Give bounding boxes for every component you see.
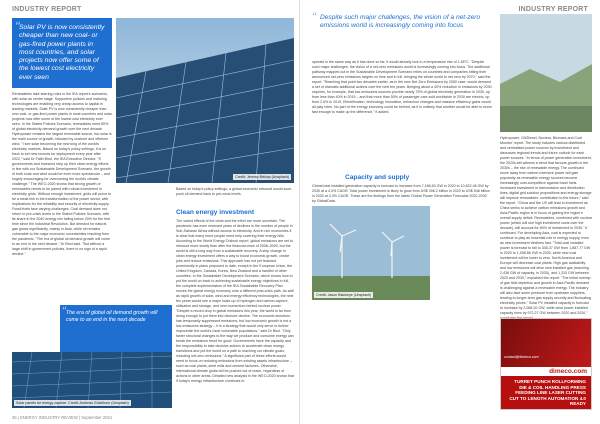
body-text: Renewables take starring roles in the IEA report's scenarios, with solar as centre stage. Supportive policies and maturing technologies are enabling very cheap access to capital in leading markets. Solar PV is now consistently cheaper than new coal- or gas-fired power plants in most countries and solar projects now offer some of the lowest cost electricity ever seen. In the Stated Policies Scenario, renewables meet 80% of global electricity demand growth over the next decade. Hydropower remains the largest renewable source, but solar is the main source of growth, followed by onshore and offshore wind. "I see solar becoming the new king of the world's electricity markets. Based on today's policy settings, it is on track to set new records for deployment every year after 2022," said Dr Fatih Birol, the IEA Executive Director. "If governments and investors step up their clean energy efforts in line with our Sustainable Development Scenario, the growth of both solar and wind would be even more spectacular – and hugely encouraging for overcoming the world's climate challenge." The WEO-2020 shows that strong growth of renewables needs to be paired with robust investment in electricity grids. Without enough investment, grids will prove to be a weak link in the transformation of the power sector, with implications for the reliability and security of electricity supply. Fossil fuels face varying challenges. Coal demand does not return to pre-crisis levels in the Stated Policies Scenario, with its share in the 2040 energy mix falling below 20% for the first time since the Industrial Revolution. But demand for natural gas grows significantly, mainly in Asia, while oil remains vulnerable to the major economic uncertainties resulting from the pandemic. "The era of global oil demand growth will come to an end in the next decade," Dr Birol said. "But without a large shift in government policies, there is no sign of a rapid decline." <box>12 92 112 256</box>
pull-quote-text: The era of global oil demand growth will come to an end in the next decade <box>66 310 158 323</box>
text-column-1 <box>312 60 492 170</box>
body-text: Global total installed generation capacity is forecast to increase from 7,186,60 GW in 2020 to 10,822.46 GW by 2030 at a 4.3% CAGR. Total power investment is likely to grow from US$ 396.2 billion in 2020 to US$ 546 billion in 2030 at 3.3% CAGR. These are the findings from the latest 'Global Power Generation Forecasts 2020-2030' by GlobalData. <box>312 184 490 203</box>
image-caption: Credit: Jeremy Bishop (Unsplash) <box>235 175 289 179</box>
pull-quote <box>312 10 482 56</box>
pull-quote-bottom <box>60 305 172 357</box>
body-text: Based on today's policy settings, a global economic rebound would soon push oil demand back to pre-crisis levels. <box>176 187 292 196</box>
body-text: Hydropower, Oil/Diesel, Nuclear, Biomass and Coal Monitor' report. The study includes various distributed and centralised power sources by investment and discusses regional trends and future outlook for each power sources. "In terms of power generation investment, the 2020s will witness a trend that favours growth in the 2030s – the rise of renewable energy. The continued move away from carbon-intensive power will gain popularity as renewable energy sources become increasingly cost-competitive against fossil fuels. Increased investment in transmission and distribution lines, digital grid solution propositions and energy storage will improve renewables' contribution to the future," said the report. "China and the US will lead in investment as China seeks to achieve carbon emissions growth and Asia-Pacific region is in focus of gaining the region's overall supply deficit. Renewables, combined with nuclear power (which will see high investment costs over the decade), will account for 80% of investment in 2030," it continued. For developing Asia, coal is expected to continue to play an essential role in energy supply, even as new investment declines fast. "Total coal installed power is forecast to fall to 308.37 GW from 1,887.77 GW in 2020 to 1,938.86 GW in 2030, while new coal investment will be lower to zero. North America and Europe will decrease coal plants. High gas availability and low emissions will drive new installed gas (reaching 2,438 GW of capacity, in 2030), and 1,315 GW between 2020 and 2030," explained the report. "The initial overlap of gas field depletion and growth in Asia-Pacific demand is challenging against a renewable energy. The industry will also face some pressure from upstream suppliers, leading to longer-term gas supply security and fluctuating electricity prices." Solar PV installed capacity is forecast to increase by 2,068.20 GW, while wind power installed capacity rises by 972.27 GW between 2020 and 2030," <box>500 136 592 315</box>
section-heading: Capacity and supply <box>345 174 410 181</box>
quote-icon: “ <box>312 10 316 24</box>
ad-brand[interactable]: dimeco.com <box>501 368 591 376</box>
solar-panel-photo <box>12 352 172 408</box>
dimeco-advertisement[interactable] <box>500 318 592 410</box>
ad-image <box>501 319 591 367</box>
section-heading: Clean energy investment <box>176 209 255 216</box>
solar-panels-illustration <box>116 18 294 183</box>
image-caption: Credit: Jason Blackeye (Unsplash) <box>316 293 372 297</box>
quote-icon: “ <box>15 18 20 34</box>
pull-quote-text: Despite such major challenges, the vision of a net-zero emissions world is increasingly coming into focus <box>320 14 481 30</box>
pull-quote-text: Solar PV is now consistently cheaper than new coal- or gas-fired power plants in most countries, and solar projects now offer some of the lowest cost electricity ever seen <box>19 24 105 81</box>
ad-headline: TURRET PUNCH ROLLFORMING DIE & COIL HANDLING PRESS FEEDING LINE LASER CUTTING CUT TO LENGTH AUTOMATION 4.0 READY <box>501 376 591 409</box>
page-header: INDUSTRY REPORT <box>518 6 588 13</box>
solar-photo <box>116 18 294 183</box>
body-text: The varied effects of the crisis and the effort are more uncertain. The pandemic has even reversed years of declines in the number of people in Sub-Saharan Africa without access to electricity. And in rich economies it is clear that many more people need help covering their energy bills. According to the World Energy Outlook report, global emissions are set to rebound more slowly than after the financial crisis of 2008–2009, but the world is still a long way from a sustainable recovery. A step change in clean energy investment offers a way to boost economic growth, create jobs and reduce emissions. This approach has not yet featured prominently in plans proposed to date, except in the European Union, the United Kingdom, Canada, Korea, New Zealand and a handful of other countries. In the Sustainable Development Scenario, which shows how to put the world on track to achieving sustainable energy objectives in full, the complete implementation of the IEA Sustainable Recovery Plan moves the global energy economy onto a different post-crisis path. As well as rapid growth of solar, wind and energy efficiency technologies, the next ten years would see a major scale-up of hydrogen and carbon capture, utilisation and storage, and new momentum behind nuclear power. "Despite a record drop in global emissions this year, the world is far from doing enough to put them into decisive decline. The economic downturn has temporarily suppressed emissions, but low economic growth is not a low-emissions strategy – it is a strategy that would only serve to further impoverish the world's most vulnerable populations," said Dr Birol. "Only faster structural changes to the way we produce and consume energy can break the emissions trend for good. Governments have the capacity and the responsibility to take decisive actions to accelerate clean energy transitions and put the world on a path to reaching our climate goals, including net-zero emissions." A significant part of these efforts would need to focus on reducing emissions from existing assets infrastructure – such as coal plants, steel mills and cement factories. Otherwise, international climate goals will be pushed out of reach, regardless of actions in other areas. Detailed new analysis in the WEO-2020 shows that if today's energy infrastructure continues to <box>176 219 294 383</box>
pull-quote <box>12 18 112 88</box>
text-column-2 <box>176 219 294 411</box>
body-text: operate in the same way as it has done so far, it would already lock in a temperature rise of 1.65°C. "Despite such major challenges, the vision of a net-zero emissions world is increasingly coming into focus. The additional pathway mapped out in the Sustainable Development Scenario relies on countries and companies hitting their announced net-zero emissions targets on time and in full, bringing the whole world to net zero by 2070," said the report. "Reaching that point two decades earlier, as in the new Net Zero Emissions by 2050 case, would demand a set of dramatic additional actions over the next ten years. Bringing about a 40% reduction in emissions by 2030 requires, for example, that low-emissions sources provide nearly 75% of global electricity generation in 2030, up from less than 40% in 2019 – and that more than 50% of passenger cars sold worldwide in 2030 are electric, up from 2.5% in 2019. Electrification, technology innovation, behaviour changes and massive efficiency gains would all play roles. No part of the energy economy could be behind, as it is unlikely that another would be able to move fast enough to make up the difference," it added. <box>312 60 492 114</box>
page-header: INDUSTRY REPORT <box>12 6 82 13</box>
text-column-2 <box>312 184 492 204</box>
text-column-2-intro <box>176 187 294 207</box>
text-column-3 <box>500 136 592 316</box>
wind-turbine-photo <box>312 206 430 300</box>
ad-contact[interactable]: contact@dimeco.com <box>504 355 539 359</box>
landscape-illustration <box>500 14 592 132</box>
right-page <box>300 0 600 424</box>
page-footer: 36 | ENERGY INDUSTRY REVIEW | September 2021 <box>12 415 113 420</box>
image-caption: Solar panels for energy capture. Credit: Andreas Gücklhorn (Unsplash) <box>16 401 129 405</box>
landscape-photo <box>500 14 592 132</box>
wind-turbines-illustration <box>312 206 430 300</box>
quote-icon: “ <box>62 304 66 318</box>
